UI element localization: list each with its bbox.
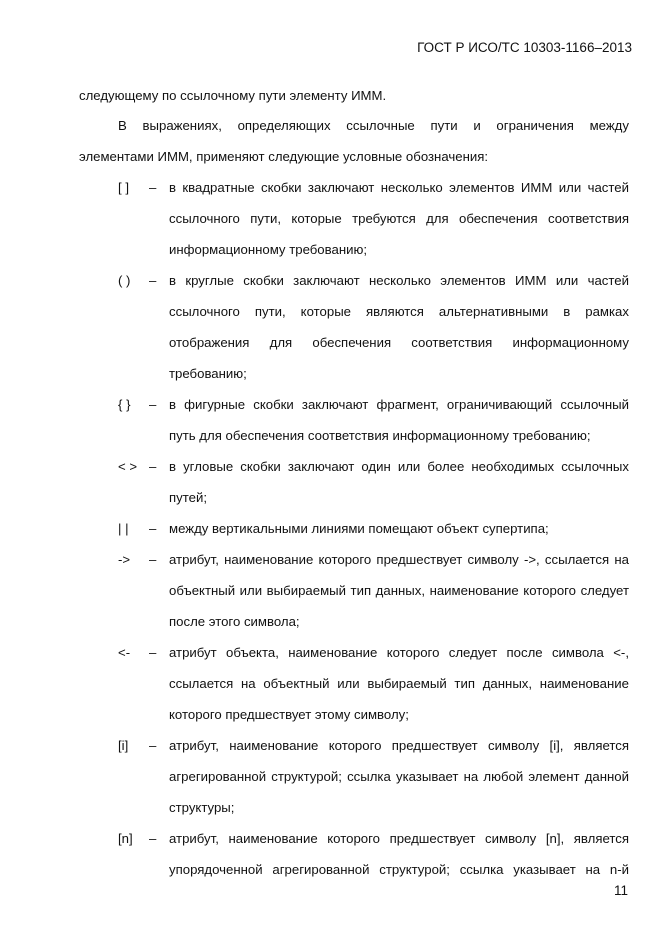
item-text-line: требованию; (169, 366, 247, 381)
notation-symbol: | | (118, 521, 129, 536)
item-text-line: объектный или выбираемый тип данных, наименование которого следует (169, 583, 629, 598)
dash-separator: – (149, 459, 157, 474)
item-text-line: в круглые скобки заключают несколько элементов ИММ или частей (169, 273, 629, 288)
item-text-line: в квадратные скобки заключают несколько элементов ИММ или частей (169, 180, 629, 195)
notation-symbol: [ ] (118, 180, 129, 195)
intro-word: и (473, 118, 481, 133)
intro-paragraph-line (118, 118, 629, 133)
notation-symbol: -> (118, 552, 131, 567)
item-text-line: путь для обеспечения соответствия информационному требованию; (169, 428, 591, 443)
notation-symbol: <- (118, 645, 131, 660)
item-text-line: упорядоченной агрегированной структурой; ссылка указывает на n-й (169, 862, 629, 877)
notation-symbol: ( ) (118, 273, 131, 288)
notation-symbol: [i] (118, 738, 129, 753)
item-text-line: информационному требованию; (169, 242, 368, 257)
item-text-line: отображения для обеспечения соответствия информационному (169, 335, 629, 350)
notation-symbol: < > (118, 459, 138, 474)
dash-separator: – (149, 273, 157, 288)
intro-word: пути (430, 118, 458, 133)
item-text-line: атрибут, наименование которого предшествует символу ->, ссылается на (169, 552, 629, 567)
dash-separator: – (149, 180, 157, 195)
dash-separator: – (149, 831, 157, 846)
item-text-line: ссылочного пути, которые требуются для обеспечения соответствия (169, 211, 629, 226)
item-text-line: атрибут, наименование которого предшествует символу [i], является (169, 738, 629, 753)
item-text-line: которого предшествует этому символу; (169, 707, 409, 722)
intro-line-1: следующему по ссылочному пути элементу ИММ. (79, 88, 387, 103)
item-text-line: после этого символа; (169, 614, 300, 629)
item-text-line: агрегированной структурой; ссылка указывает на любой элемент данной (169, 769, 629, 784)
dash-separator: – (149, 738, 157, 753)
document-header: ГОСТ Р ИСО/ТС 10303-1166–2013 (417, 40, 632, 55)
item-text-line: ссылается на объектный или выбираемый тип данных, наименование (169, 676, 629, 691)
item-text-line: ссылочного пути, которые являются альтернативными в рамках (169, 304, 629, 319)
item-text-line: в фигурные скобки заключают фрагмент, ограничивающий ссылочный (169, 397, 629, 412)
intro-word: определяющих (237, 118, 331, 133)
dash-separator: – (149, 645, 157, 660)
notation-symbol: { } (118, 397, 131, 412)
item-text-line: в угловые скобки заключают один или более необходимых ссылочных (169, 459, 629, 474)
item-text-line: атрибут, наименование которого предшествует символу [n], является (169, 831, 629, 846)
item-text-line: структуры; (169, 800, 235, 815)
notation-symbol: [n] (118, 831, 133, 846)
intro-word: В (118, 118, 127, 133)
dash-separator: – (149, 521, 157, 536)
item-text-line: атрибут объекта, наименование которого следует после символа <-, (169, 645, 629, 660)
intro-word: выражениях, (142, 118, 222, 133)
page-number: 11 (613, 883, 628, 898)
intro-word: ограничения (496, 118, 574, 133)
intro-word: ссылочные (346, 118, 415, 133)
dash-separator: – (149, 552, 157, 567)
dash-separator: – (149, 397, 157, 412)
item-text-line: путей; (169, 490, 207, 505)
intro-line-3: элементами ИММ, применяют следующие условные обозначения: (79, 149, 489, 164)
intro-word: между (589, 118, 629, 133)
item-text-line: между вертикальными линиями помещают объект супертипа; (169, 521, 549, 536)
